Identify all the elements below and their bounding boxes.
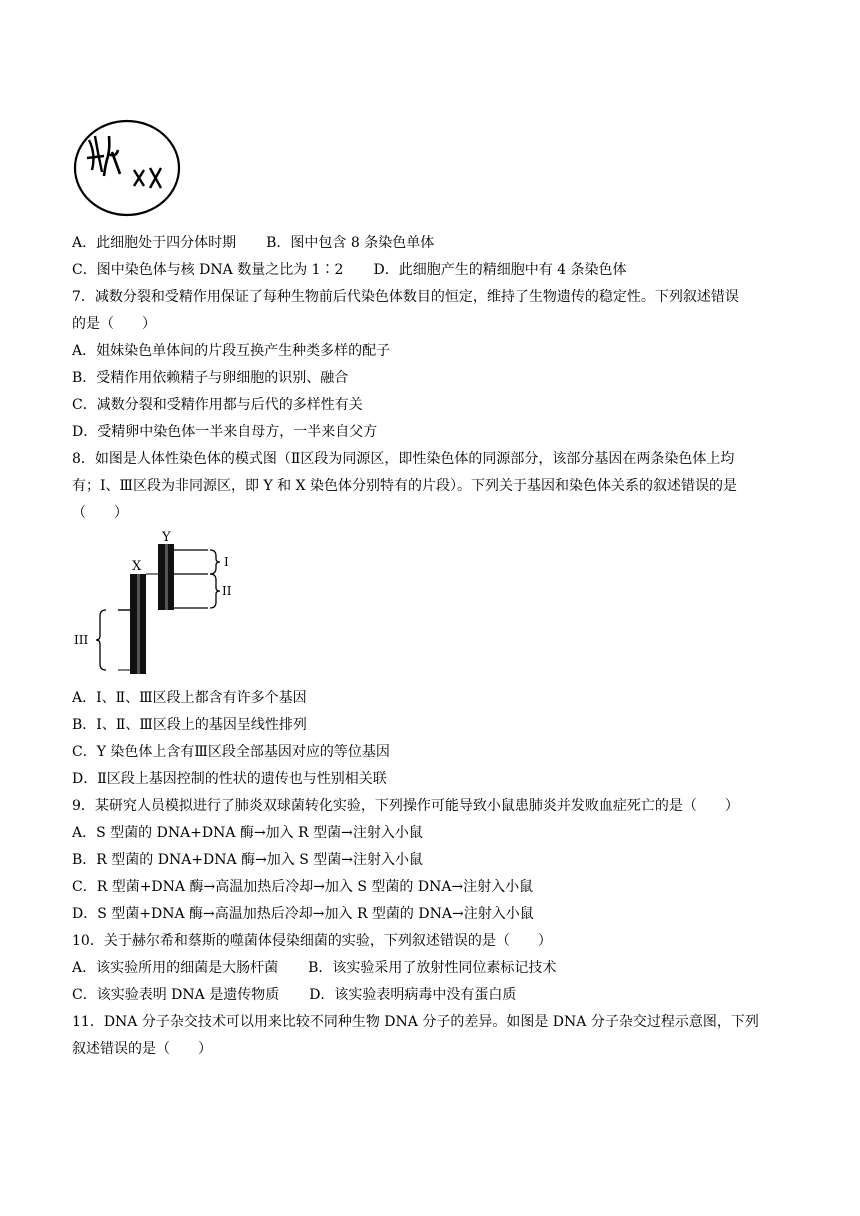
q6-option-c: C．图中染色体与核 DNA 数量之比为 1∶2 — [72, 262, 344, 278]
q10-option-d: D．该实验表明病毒中没有蛋白质 — [309, 987, 517, 1003]
q8-stem-line-2: 有；Ⅰ、Ⅲ区段为非同源区，即 Y 和 X 染色体分别特有的片段）。下列关于基因和染色体关系的叙述错误的是 — [72, 478, 738, 494]
q9-option-c: C．R 型菌+DNA 酶→高温加热后冷却→加入 S 型菌的 DNA→注射入小鼠 — [72, 879, 534, 895]
label-region-i: I — [224, 555, 229, 569]
q8-option-b: B．Ⅰ、Ⅱ、Ⅲ区段上的基因呈线性排列 — [72, 717, 307, 733]
sex-chromosome-figure — [68, 528, 258, 678]
label-x: X — [132, 559, 142, 574]
q6-option-a: A．此细胞处于四分体时期 — [72, 235, 237, 251]
q10-option-c: C．该实验表明 DNA 是遗传物质 — [72, 987, 280, 1003]
q11-stem-line-1: 11．DNA 分子杂交技术可以用来比较不同种生物 DNA 分子的差异。如图是 DNA 分子杂交过程示意图，下列 — [72, 1014, 759, 1030]
q7-option-b: B．受精作用依赖精子与卵细胞的识别、融合 — [72, 370, 349, 386]
q8-option-d: D．Ⅱ区段上基因控制的性状的遗传也与性别相关联 — [72, 771, 387, 787]
q6-option-b: B．图中包含 8 条染色单体 — [266, 235, 435, 251]
q9-option-a: A．S 型菌的 DNA+DNA 酶→加入 R 型菌→注射入小鼠 — [72, 825, 423, 841]
label-region-ii: II — [222, 584, 232, 598]
q7-stem-line-2: 的是（ ） — [72, 316, 156, 332]
q10-option-b: B．该实验采用了放射性同位素标记技术 — [308, 960, 557, 976]
cell-figure — [72, 118, 184, 218]
q10-stem: 10．关于赫尔希和蔡斯的噬菌体侵染细菌的实验，下列叙述错误的是（ ） — [72, 933, 552, 949]
q8-option-a: A．Ⅰ、Ⅱ、Ⅲ区段上都含有许多个基因 — [72, 690, 307, 706]
q8-stem-line-1: 8．如图是人体性染色体的模式图（Ⅱ区段为同源区，即性染色体的同源部分，该部分基因在两条染色体上均 — [72, 451, 735, 467]
q8-stem-line-3: （ ） — [72, 505, 128, 521]
label-region-iii: III — [74, 633, 89, 647]
label-y: Y — [162, 530, 171, 545]
q8-option-c: C．Y 染色体上含有Ⅲ区段全部基因对应的等位基因 — [72, 744, 390, 760]
q7-option-a: A．姐妹染色单体间的片段互换产生种类多样的配子 — [72, 343, 391, 359]
q10-option-a: A．该实验所用的细菌是大肠杆菌 — [72, 960, 279, 976]
q9-option-d: D．S 型菌+DNA 酶→高温加热后冷却→加入 R 型菌的 DNA→注射入小鼠 — [72, 906, 534, 922]
q7-stem-line-1: 7．减数分裂和受精作用保证了每种生物前后代染色体数目的恒定，维持了生物遗传的稳定性。下列叙述错误 — [72, 289, 739, 305]
q7-option-d: D．受精卵中染色体一半来自母方，一半来自父方 — [72, 424, 378, 440]
q9-stem: 9．某研究人员模拟进行了肺炎双球菌转化实验，下列操作可能导致小鼠患肺炎并发败血症死亡的是（ ） — [72, 798, 739, 814]
q9-option-b: B．R 型菌的 DNA+DNA 酶→加入 S 型菌→注射入小鼠 — [72, 852, 424, 868]
q6-option-d: D．此细胞产生的精细胞中有 4 条染色体 — [373, 262, 627, 278]
q11-stem-line-2: 叙述错误的是（ ） — [72, 1041, 212, 1057]
q7-option-c: C．减数分裂和受精作用都与后代的多样性有关 — [72, 397, 363, 413]
